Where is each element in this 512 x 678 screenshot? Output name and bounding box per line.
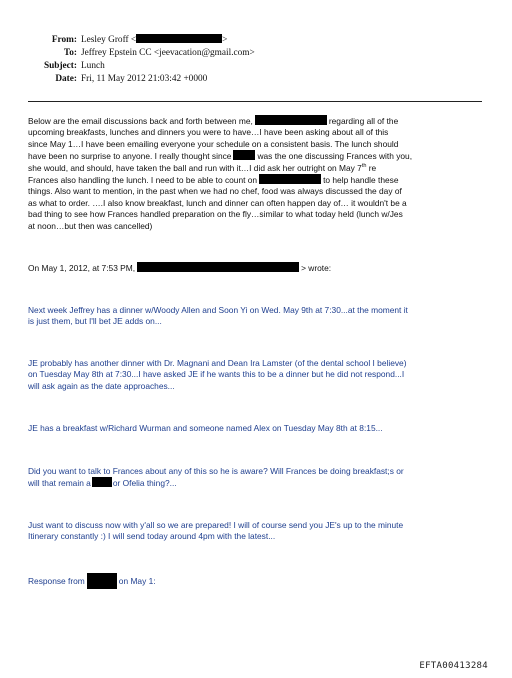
text-line: Below are the email discussions back and forth between me, xyxy=(28,116,253,126)
quoted-paragraph-4 xyxy=(28,466,490,490)
to-line xyxy=(0,47,255,59)
quoted-paragraph-3 xyxy=(28,423,490,434)
text-line: on Tuesday May 8th at 7:30...I have asked JE if he wants this to be a dinner but he did not respond...I xyxy=(28,369,405,380)
text-line: Next week Jeffrey has a dinner w/Woody Allen and Soon Yi on Wed. May 9th at 7:30...at the moment it xyxy=(28,305,408,315)
date-label: Date: xyxy=(55,74,77,84)
text-line: bad thing to see how Frances handled preparation on the fly…similar to what today held (lunch w/Jes xyxy=(28,209,403,220)
text-line: will ask again as the date approaches... xyxy=(28,380,175,391)
text-line: JE has a breakfast w/Richard Wurman and someone named Alex on Tuesday May 8th at 8:15... xyxy=(28,423,383,433)
text-line: will that remain a xyxy=(28,478,91,489)
text-line: regarding all of the xyxy=(328,116,399,126)
text-line: JE probably has another dinner with Dr. Magnani and Dean Ira Lamster (of the dental school I believe) xyxy=(28,358,407,368)
document-id: EFTA00413284 xyxy=(419,661,488,671)
date-line xyxy=(0,73,207,85)
text-line: have been no surprise to anyone. I really thought since xyxy=(28,151,232,162)
subject-label: Subject: xyxy=(43,61,77,71)
text-line: Itinerary constantly :) I will send today around 4pm with the latest... xyxy=(28,531,276,542)
text-line: at noon…but then was cancelled) xyxy=(28,220,153,231)
text-line: upcoming breakfasts, lunches and dinners you were to have…I have been asking about all of this xyxy=(28,127,389,138)
redaction-block xyxy=(136,34,222,43)
from-label: From: xyxy=(51,35,77,45)
text-line: On May 1, 2012, at 7:53 PM, xyxy=(28,263,136,273)
from-line xyxy=(0,34,227,46)
text-line: Did you want to talk to Frances about any of this so he is aware? Will Frances be doing breakfast;s or xyxy=(28,466,404,476)
text-line: is just them, but I'll bet JE adds on... xyxy=(28,316,162,327)
redaction-block xyxy=(87,573,117,589)
from-close: > xyxy=(222,35,228,45)
to-label: To: xyxy=(63,48,77,58)
redaction-block xyxy=(233,150,255,160)
text-line: on May 1: xyxy=(118,576,156,586)
quoted-paragraph-5 xyxy=(28,520,490,543)
text-line: > wrote: xyxy=(301,263,332,273)
subject-line xyxy=(0,60,105,72)
text-line: re xyxy=(366,162,377,173)
quoted-paragraph-1 xyxy=(28,305,490,328)
text-line: or Ofelia thing?... xyxy=(112,478,177,489)
text-line: Response from xyxy=(28,576,85,586)
header-divider xyxy=(28,101,482,102)
from-value: Lesley Groff < xyxy=(81,35,137,45)
date-value: Fri, 11 May 2012 21:03:42 +0000 xyxy=(81,74,208,84)
redaction-block xyxy=(255,115,327,125)
text-line: was the one discussing Frances with you, xyxy=(257,151,413,162)
superscript: th xyxy=(361,162,367,169)
subject-value: Lunch xyxy=(81,61,105,71)
quoted-paragraph-6 xyxy=(28,573,490,589)
redaction-block xyxy=(259,174,321,184)
text-line: to help handle these xyxy=(323,175,399,186)
to-value: Jeffrey Epstein CC <jeevacation@gmail.com> xyxy=(81,48,255,58)
text-line: since May 1…I have been emailing everyone your schedule on a consistent basis. The lunch should xyxy=(28,138,399,149)
text-line: Frances also handling the lunch. I need to be able to count on xyxy=(28,175,258,186)
text-line: Just want to discuss now with y'all so we are prepared! I will of course send you JE's up to the minute xyxy=(28,520,404,530)
redaction-block xyxy=(92,477,112,487)
text-line: as what to order. ….I also know breakfast, lunch and dinner can often happen day of… it wouldn't be a xyxy=(28,197,407,208)
text-line: things. Also want to mention, in the past when we had no chef, food was always discussed the day of xyxy=(28,186,402,197)
text-line: she would, and should, have taken the ball and run with it…I did ask her outright on May 7 xyxy=(28,162,362,173)
quote-intro xyxy=(28,262,490,274)
intro-paragraph xyxy=(28,115,490,232)
quoted-paragraph-2 xyxy=(28,358,490,392)
redaction-block xyxy=(137,262,299,272)
